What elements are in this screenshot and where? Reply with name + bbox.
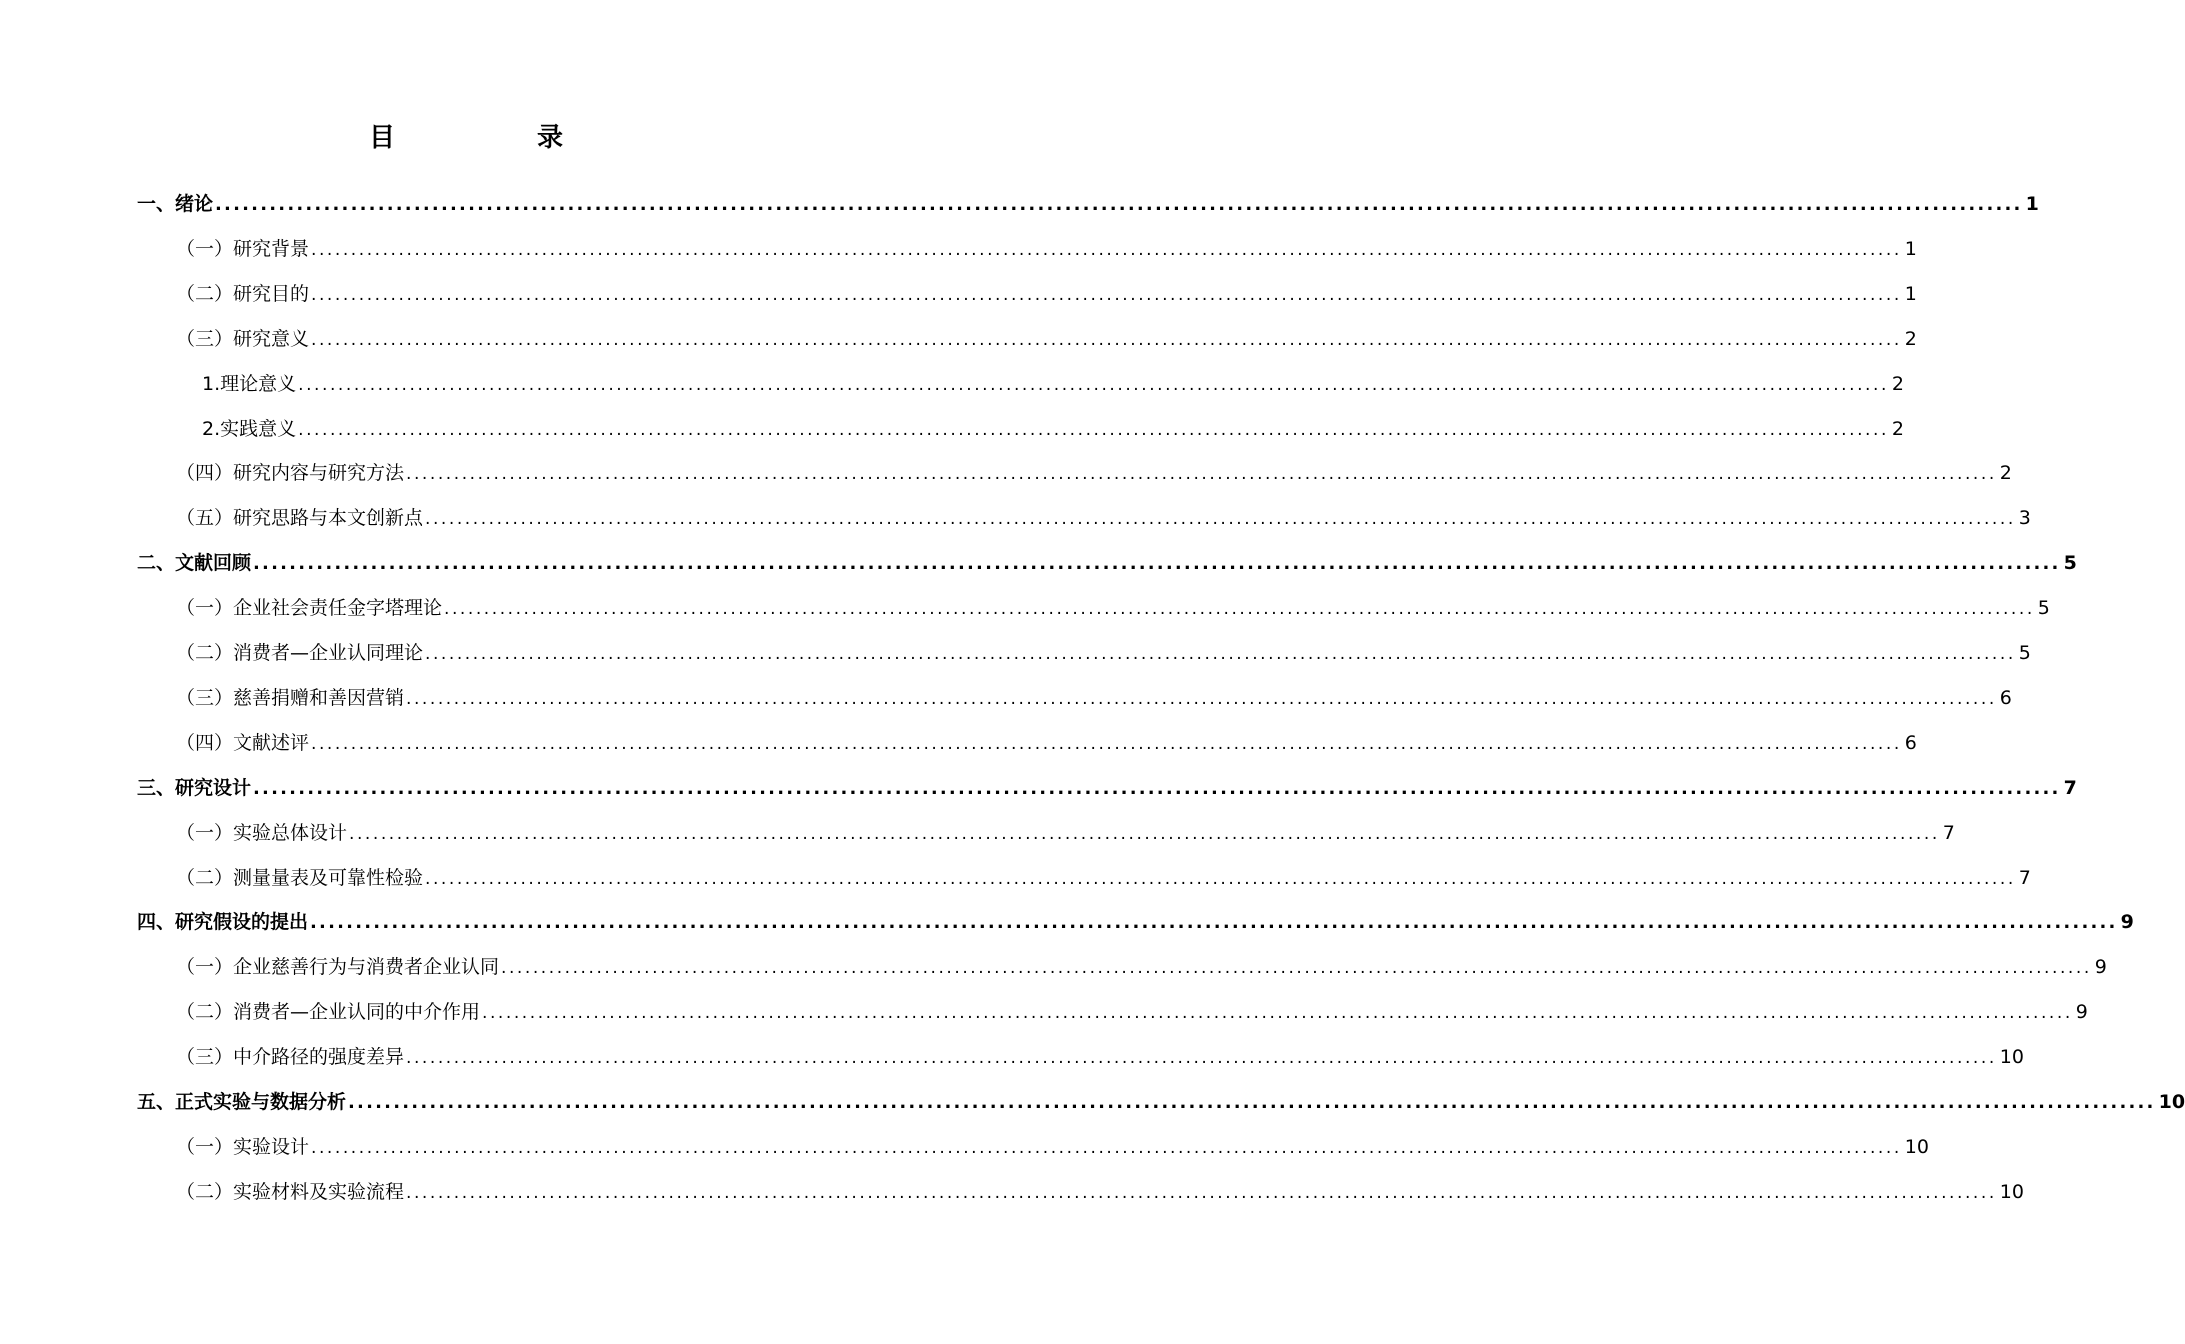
toc-dot-leader: ........................................................................................................................................................................................................: [406, 464, 1997, 485]
toc-entry[interactable]: [176, 1040, 2024, 1074]
toc-dot-leader: ........................................................................................................................................................................................................: [311, 239, 1902, 260]
toc-entry[interactable]: [176, 636, 2031, 670]
toc-entry-label: 四、研究假设的提出: [137, 911, 309, 934]
toc-title: 目 录: [368, 123, 621, 153]
toc-entry-label: 三、研究设计: [137, 776, 252, 799]
toc-entry-page-number: 9: [2120, 911, 2134, 934]
toc-entry-label: （一）企业社会责任金字塔理论: [176, 597, 443, 620]
toc-dot-leader: ........................................................................................................................................................................................................: [311, 733, 1902, 754]
toc-entry[interactable]: [137, 771, 2077, 805]
toc-entry-page-number: 5: [2018, 642, 2031, 664]
toc-entry[interactable]: [137, 905, 2134, 939]
toc-dot-leader: ........................................................................................................................................................................................................: [406, 688, 1997, 709]
toc-entry[interactable]: [176, 816, 1955, 850]
toc-entry-page-number: 6: [1904, 731, 1917, 754]
toc-entry-page-number: 10: [1999, 1046, 2024, 1069]
toc-dot-leader: ........................................................................................................................................................................................................: [482, 1003, 2073, 1024]
toc-entry-label: （一）研究背景: [176, 237, 310, 260]
toc-entry-page-number: 10: [2158, 1091, 2185, 1113]
toc-entry-label: （三）慈善捐赠和善因营销: [176, 686, 405, 709]
toc-entry-label: （一）实验总体设计: [176, 821, 348, 844]
toc-entry-page-number: 2: [1891, 417, 1904, 440]
toc-entry-page-number: 10: [1999, 1180, 2024, 1203]
toc-entry-label: （一）企业慈善行为与消费者企业认同: [176, 956, 500, 979]
toc-entry-label: （三）研究意义: [176, 327, 310, 350]
toc-entry-label: 二、文献回顾: [137, 552, 252, 575]
toc-entry-label: （五）研究思路与本文创新点: [176, 507, 424, 530]
toc-entry[interactable]: [176, 232, 1917, 266]
toc-entry[interactable]: [202, 412, 1904, 446]
toc-dot-leader: ........................................................................................................................................................................................................: [311, 1137, 1902, 1158]
toc-entry[interactable]: [176, 501, 2031, 535]
toc-entry-page-number: 5: [2063, 552, 2077, 575]
toc-entry-label: （四）研究内容与研究方法: [176, 462, 405, 485]
toc-entry-page-number: 7: [2018, 866, 2031, 889]
toc-dot-leader: ........................................................................................................................................................................................................: [425, 644, 2016, 664]
toc-dot-leader: ........................................................................................................................................................................................................: [501, 958, 2092, 979]
toc-entry[interactable]: [176, 591, 2050, 625]
toc-entry-page-number: 9: [2094, 956, 2107, 979]
toc-entry-label: （二）研究目的: [176, 282, 310, 305]
toc-entry-page-number: 1: [2025, 193, 2039, 215]
toc-entry-label: （一）实验设计: [176, 1135, 310, 1158]
toc-dot-leader: ........................................................................................................................................................................................................: [406, 1048, 1997, 1069]
toc-dot-leader: ........................................................................................................................................................................................................: [215, 194, 2023, 215]
toc-entry[interactable]: [176, 995, 2088, 1029]
toc-dot-leader: ........................................................................................................................................................................................................: [253, 777, 2061, 799]
toc-entry[interactable]: [202, 367, 1904, 401]
toc-dot-leader: ........................................................................................................................................................................................................: [348, 1092, 2156, 1113]
toc-dot-leader: ........................................................................................................................................................................................................: [444, 599, 2035, 620]
toc-dot-leader: ........................................................................................................................................................................................................: [298, 419, 1889, 440]
toc-entry-label: 2.实践意义: [202, 417, 297, 440]
toc-entry-page-number: 7: [2063, 776, 2077, 799]
toc-entry-page-number: 1: [1904, 237, 1917, 260]
toc-entry-page-number: 10: [1904, 1135, 1929, 1158]
toc-dot-leader: ........................................................................................................................................................................................................: [298, 374, 1889, 395]
toc-dot-leader: ........................................................................................................................................................................................................: [311, 284, 1902, 305]
toc-dot-leader: ........................................................................................................................................................................................................: [349, 823, 1940, 844]
toc-entry-page-number: 2: [1999, 462, 2012, 485]
toc-dot-leader: ........................................................................................................................................................................................................: [425, 868, 2016, 889]
toc-entry-page-number: 1: [1904, 282, 1917, 305]
toc-entry[interactable]: [137, 1085, 2185, 1119]
toc-entry[interactable]: [176, 322, 1917, 356]
toc-entry-label: （四）文献述评: [176, 731, 310, 754]
toc-entry-label: （三）中介路径的强度差异: [176, 1046, 405, 1069]
toc-entry-page-number: 7: [1942, 821, 1955, 844]
toc-entry-label: （二）消费者—企业认同的中介作用: [176, 1001, 481, 1024]
toc-entry-page-number: 5: [2037, 597, 2050, 620]
toc-entry-label: 1.理论意义: [202, 372, 297, 395]
toc-entry[interactable]: [176, 1130, 1929, 1164]
toc-entry[interactable]: [176, 861, 2031, 895]
toc-entry-page-number: 2: [1904, 327, 1917, 350]
toc-entry-label: （二）测量量表及可靠性检验: [176, 866, 424, 889]
toc-entry-page-number: 3: [2018, 507, 2031, 530]
toc-entry[interactable]: [176, 950, 2107, 984]
toc-entry-label: 五、正式实验与数据分析: [137, 1091, 347, 1113]
toc-entry-page-number: 2: [1891, 372, 1904, 395]
toc-entry-page-number: 6: [1999, 686, 2012, 709]
toc-entry-label: （二）消费者—企业认同理论: [176, 642, 424, 664]
toc-entry[interactable]: [176, 1175, 2024, 1209]
toc-entry-page-number: 9: [2075, 1001, 2088, 1024]
toc-entry-label: 一、绪论: [137, 193, 214, 215]
toc-dot-leader: ........................................................................................................................................................................................................: [310, 912, 2118, 934]
toc-dot-leader: ........................................................................................................................................................................................................: [425, 509, 2016, 530]
toc-entry[interactable]: [176, 726, 1917, 760]
toc-entry[interactable]: [137, 187, 2039, 221]
toc-dot-leader: ........................................................................................................................................................................................................: [406, 1182, 1997, 1203]
toc-entry-label: （二）实验材料及实验流程: [176, 1180, 405, 1203]
toc-dot-leader: ........................................................................................................................................................................................................: [253, 553, 2061, 575]
toc-entry[interactable]: [176, 456, 2012, 490]
toc-entry[interactable]: [176, 277, 1917, 311]
toc-entry[interactable]: [137, 546, 2077, 580]
toc-dot-leader: ........................................................................................................................................................................................................: [311, 329, 1902, 350]
toc-entry[interactable]: [176, 681, 2012, 715]
